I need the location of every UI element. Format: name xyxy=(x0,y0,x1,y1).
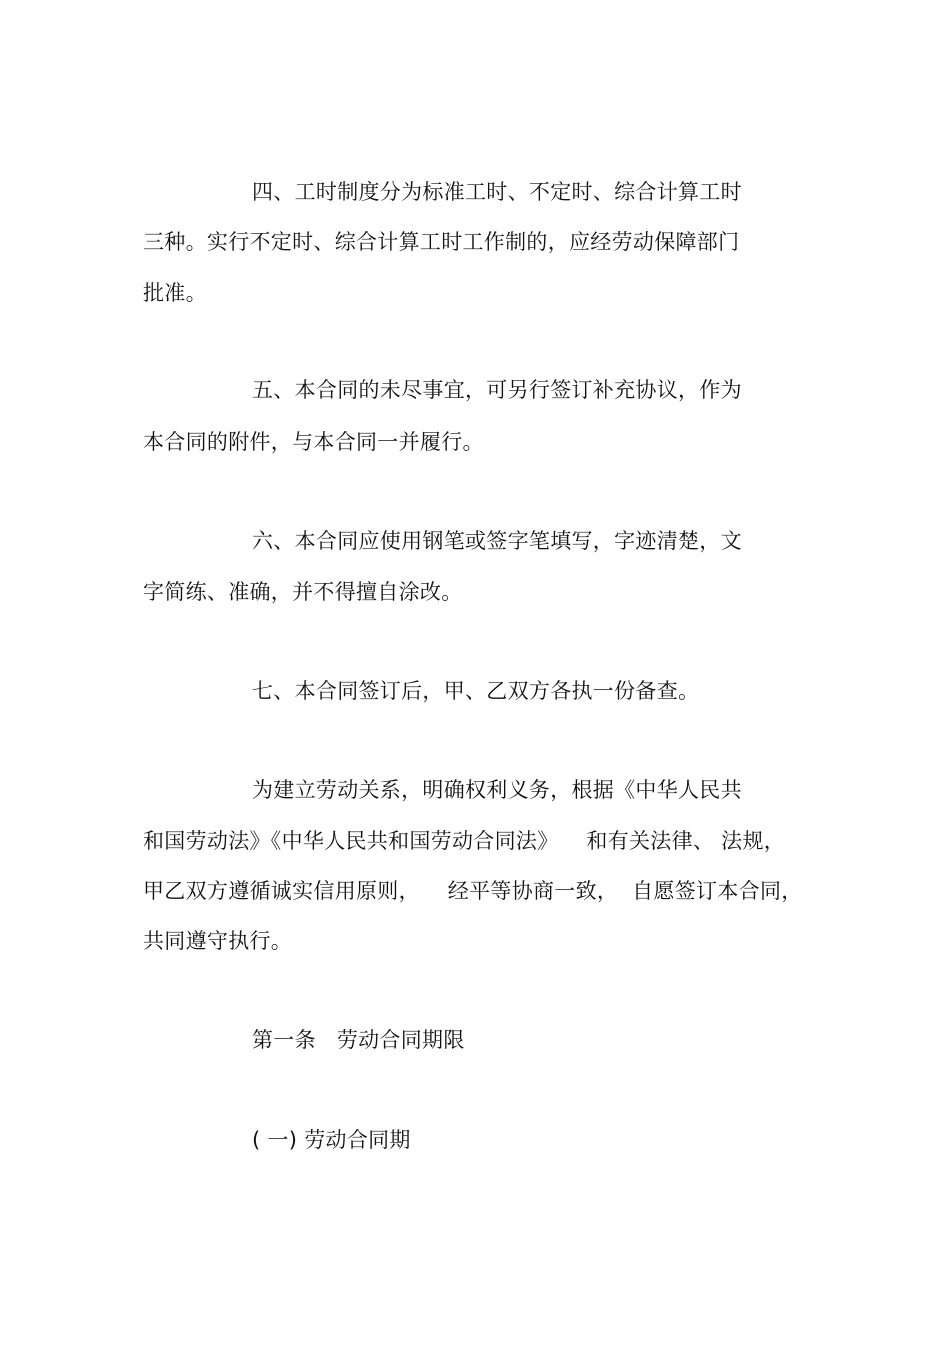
paragraph-4-line-3: 批准。 xyxy=(143,281,207,305)
paragraph-5-line-2: 本合同的附件，与本合同一并履行。 xyxy=(143,430,484,454)
item-1-heading: ( 一) 劳动合同期 xyxy=(252,1128,411,1152)
preamble-line-1: 为建立劳动关系，明确权利义务，根据《中华人民共 xyxy=(252,778,742,802)
paragraph-6-line-1: 六、本合同应使用钢笔或签字笔填写，字迹清楚，文 xyxy=(252,529,742,553)
paragraph-5-line-1: 五、本合同的未尽事宜，可另行签订补充协议，作为 xyxy=(252,378,742,402)
preamble-line-4: 共同遵守执行。 xyxy=(143,929,293,953)
preamble-line-3: 甲乙双方遵循诚实信用原则， 经平等协商一致， 自愿签订本合同， xyxy=(143,879,803,903)
paragraph-7-line-1: 七、本合同签订后，甲、乙双方各执一份备查。 xyxy=(252,679,700,703)
paragraph-6-line-2: 字简练、准确，并不得擅自涂改。 xyxy=(143,580,463,604)
paragraph-4-line-1: 四、工时制度分为标准工时、不定时、综合计算工时 xyxy=(252,180,742,204)
paragraph-4-line-2: 三种。实行不定时、综合计算工时工作制的，应经劳动保障部门 xyxy=(143,230,740,254)
preamble-line-2: 和国劳动法》《中华人民共和国劳动合同法》 和有关法律、 法规， xyxy=(143,829,786,853)
article-1-heading: 第一条 劳动合同期限 xyxy=(252,1028,465,1052)
